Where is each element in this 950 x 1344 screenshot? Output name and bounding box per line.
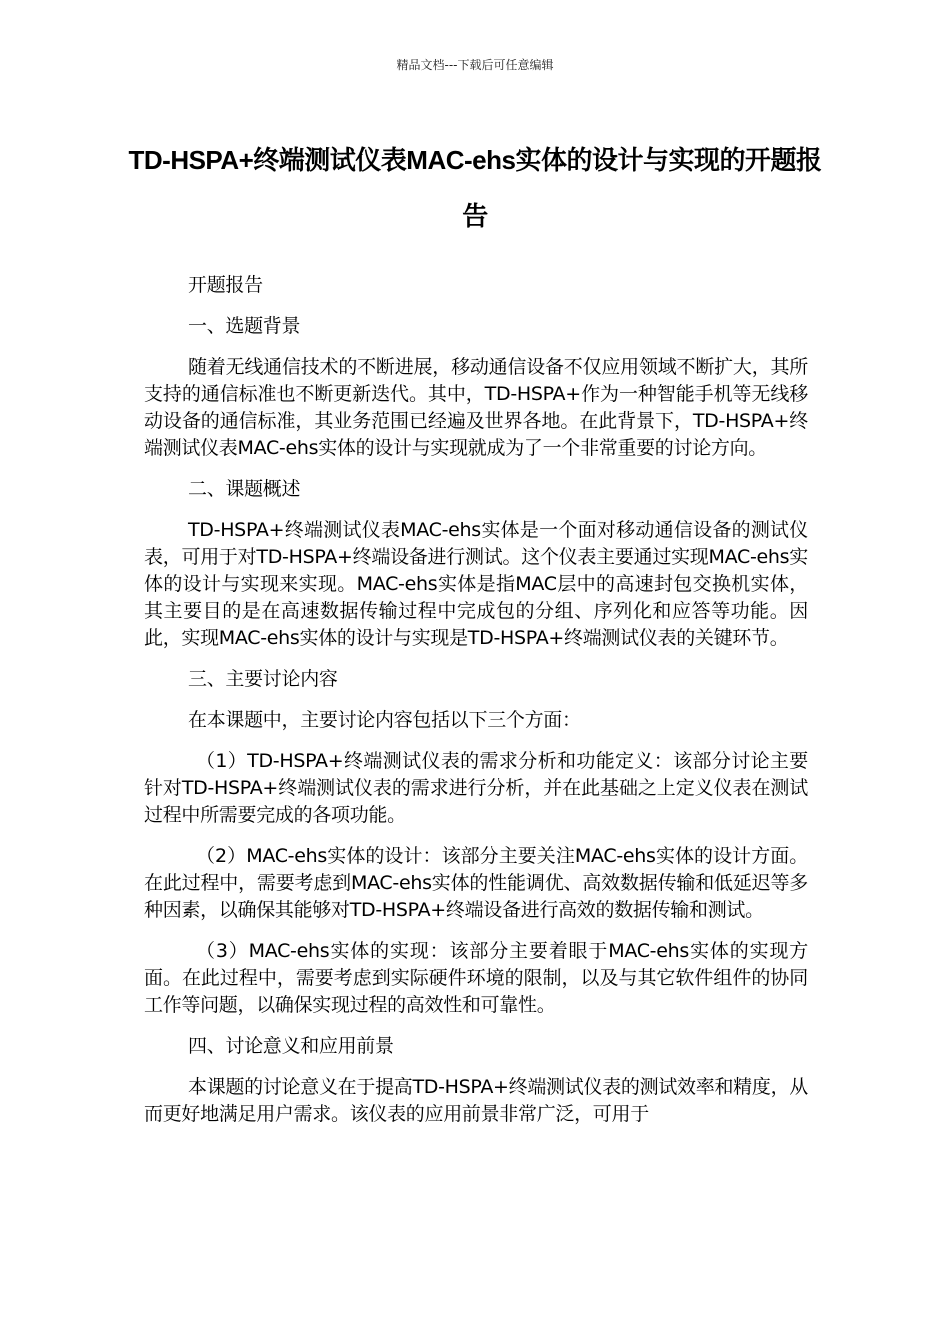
paragraph-overview: TD-HSPA+终端测试仪表MAC-ehs实体是一个面对移动通信设备的测试仪表，可用于对TD-HSPA+终端设备进行测试。这个仪表主要通过实现MAC-ehs实体的设计与实现来实现。MAC-ehs实体是指MAC层中的高速封包交换机实体，其主要目的是在高速数据传输过程中完成包的分组、序列化和应答等功能。因此，实现MAC-ehs实体的设计与实现是TD-HSPA+终端测试仪表的关键环节。 bbox=[144, 519, 808, 649]
paragraph-background: 随着无线通信技术的不断进展，移动通信设备不仅应用领域不断扩大，其所支持的通信标准也不断更新迭代。其中，TD-HSPA+作为一种智能手机等无线移动设备的通信标准，其业务范围已经遍及世界各地。在此背景下，TD-HSPA+终端测试仪表MAC-ehs实体的设计与实现就成为了一个非常重要的讨论方向。 bbox=[144, 356, 808, 459]
section-heading-background: 一、选题背景 bbox=[188, 315, 301, 337]
paragraph-main-content-intro: 在本课题中，主要讨论内容包括以下三个方面： bbox=[188, 709, 581, 731]
document-title: TD-HSPA+终端测试仪表MAC-ehs实体的设计与实现的开题报告 bbox=[128, 145, 822, 231]
page-header-watermark: 精品文档---下载后可任意编辑 bbox=[396, 58, 554, 72]
section-heading-overview: 二、课题概述 bbox=[188, 478, 301, 500]
document-body bbox=[144, 272, 808, 1142]
section-heading-significance: 四、讨论意义和应用前景 bbox=[188, 1035, 394, 1057]
section-heading-main-content: 三、主要讨论内容 bbox=[188, 668, 338, 690]
paragraph-report-label: 开题报告 bbox=[188, 274, 263, 296]
paragraph-significance: 本课题的讨论意义在于提高TD-HSPA+终端测试仪表的测试效率和精度，从而更好地满足用户需求。该仪表的应用前景非常广泛，可用于 bbox=[144, 1076, 808, 1125]
list-item-implementation: （3）MAC-ehs实体的实现：该部分主要着眼于MAC-ehs实体的实现方面。在此过程中，需要考虑到实际硬件环境的限制，以及与其它软件组件的协同工作等问题，以确保实现过程的高效性和可靠性。 bbox=[144, 940, 808, 1016]
list-item-requirements: （1）TD-HSPA+终端测试仪表的需求分析和功能定义：该部分讨论主要针对TD-HSPA+终端测试仪表的需求进行分析，并在此基础之上定义仪表在测试过程中所需要完成的各项功能。 bbox=[144, 750, 808, 826]
list-item-design: （2）MAC-ehs实体的设计：该部分主要关注MAC-ehs实体的设计方面。在此过程中，需要考虑到MAC-ehs实体的性能调优、高效数据传输和低延迟等多种因素，以确保其能够对TD-HSPA+终端设备进行高效的数据传输和测试。 bbox=[144, 845, 808, 921]
